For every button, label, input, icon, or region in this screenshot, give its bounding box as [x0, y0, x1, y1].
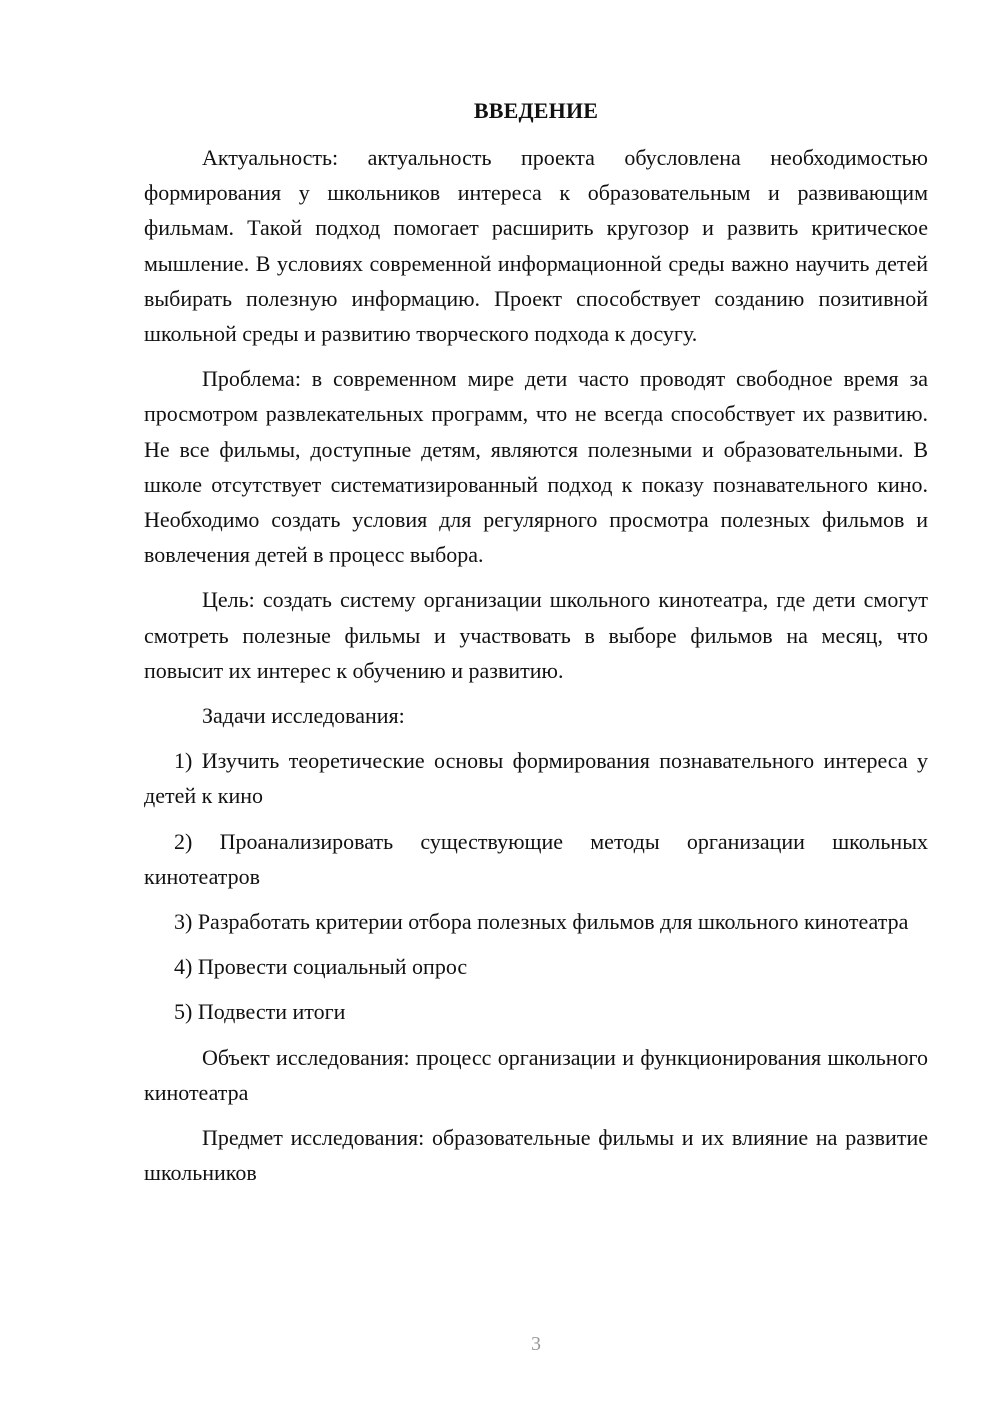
page-number: 3	[531, 1333, 541, 1355]
page-content	[144, 96, 928, 1200]
task-item-3: 3) Разработать критерии отбора полезных фильмов для школьного кинотеатра	[174, 909, 909, 935]
research-object-paragraph: Объект исследования: процесс организации и функционирования школьного кинотеатра	[144, 1044, 928, 1105]
research-subject-paragraph: Предмет исследования: образовательные фильмы и их влияние на развитие школьников	[144, 1125, 928, 1186]
tasks-heading: Задачи исследования:	[202, 703, 405, 729]
relevance-paragraph: Актуальность: актуальность проекта обусловлена необходимостью формирования у школьников интереса к образовательным и развивающим фильмам. Такой подход помогает расширить кругозор и развить критическое мышление. В условиях современной информационной среды важно научить детей выбирать полезную информацию. Проект способствует созданию позитивной школьной среды и развитию творческого подхода к досугу.	[144, 145, 928, 347]
problem-paragraph: Проблема: в современном мире дети часто проводят свободное время за просмотром развлекательных программ, что не всегда способствует их развитию. Не все фильмы, доступные детям, являются полезными и образовательными. В школе отсутствует систематизированный подход к показу познавательного кино. Необходимо создать условия для регулярного просмотра полезных фильмов и вовлечения детей в процесс выбора.	[144, 366, 928, 568]
task-item-2: 2) Проанализировать существующие методы организации школьных кинотеатров	[144, 828, 928, 889]
task-item-5: 5) Подвести итоги	[174, 999, 346, 1025]
goal-paragraph: Цель: создать систему организации школьного кинотеатра, где дети смогут смотреть полезные фильмы и участвовать в выборе фильмов на месяц, что повысит их интерес к обучению и развитию.	[144, 587, 928, 683]
section-title: ВВЕДЕНИЕ	[473, 98, 599, 123]
task-item-4: 4) Провести социальный опрос	[174, 954, 468, 980]
task-item-1: 1) Изучить теоретические основы формирования познавательного интереса у детей к кино	[144, 748, 928, 809]
